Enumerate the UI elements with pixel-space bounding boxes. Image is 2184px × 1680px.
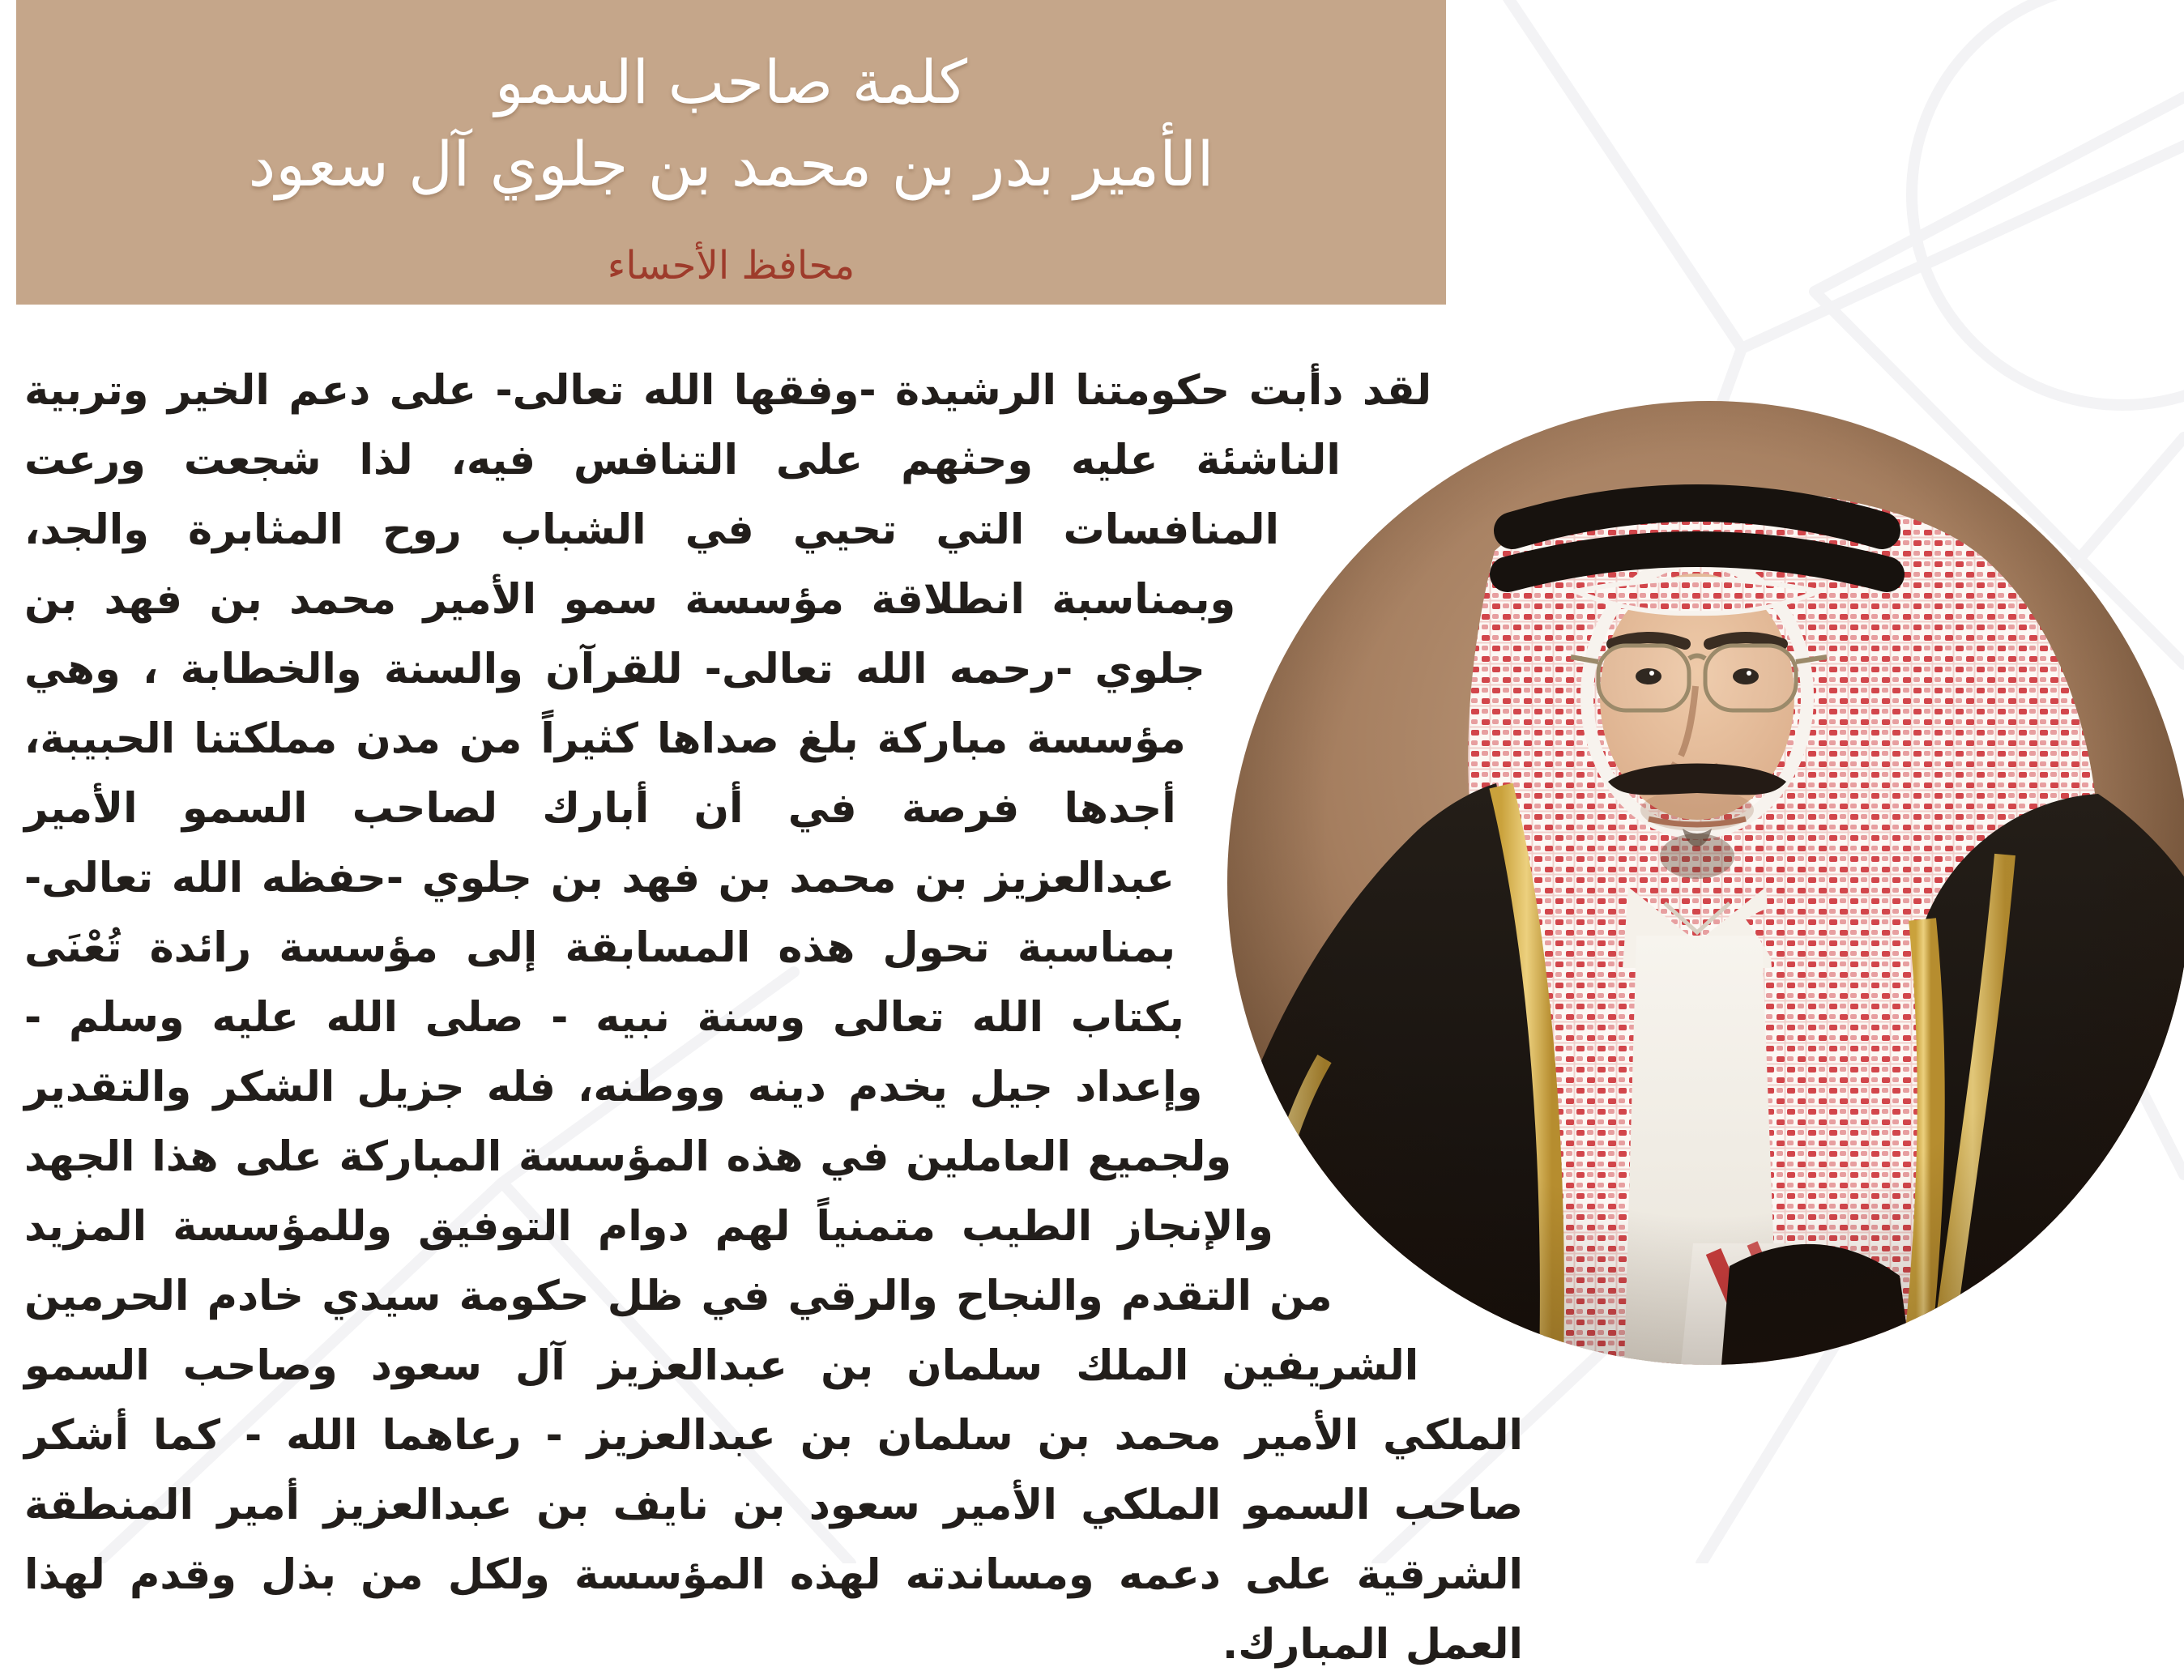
page-title-line2: الأمير بدر بن محمد بن جلوي آل سعود — [248, 128, 1214, 200]
page-title-line1: كلمة صاحب السمو — [494, 48, 968, 117]
article-text: لقد دأبت حكومتنا الرشيدة -وفقها الله تعالى- على دعم الخير وتربية الناشئة عليه وحثهم على التنافس فيه، لذا شجعت ورعت المنافسات التي تحيي في الشباب روح المثابرة والجد، وبمناسبة انطلاقة مؤسسة سمو الأمير محمد بن فهد بن جلوي -رحمه الله تعالى- للقرآن والسنة والخطابة ، وهي مؤسسة مباركة بلغ صداها كثيراً من مدن مملكتنا الحبيبة، أجدها فرصة في أن أبارك لصاحب السمو الأمير عبدالعزيز بن محمد بن فهد بن جلوي -حفظه الله تعالى- بمناسبة تحول هذه المسابقة إلى مؤسسة رائدة تُعْنَى بكتاب الله تعالى وسنة نبيه - صلى الله عليه وسلم - وإعداد جيل يخدم دينه ووطنه، فله جزيل الشكر والتقدير ولجميع العاملين في هذه المؤسسة المباركة على هذا الجهد والإنجاز الطيب متمنياً لهم دوام التوفيق وللمؤسسة المزيد من التقدم والنجاح والرقي في ظل حكومة سيدي خادم الحرمين الشريفين الملك سلمان بن عبدالعزيز آل سعود وصاحب السمو الملكي الأمير محمد بن سلمان بن عبدالعزيز - رعاهما الله - كما أشكر صاحب السمو الملكي الأمير سعود بن نايف بن عبدالعزيز أمير المنطقة الشرقية على دعمه ومساندته لهذه المؤسسة ولكل من بذل وقدم لهذا العمل المبارك. — [24, 367, 1523, 1669]
header-banner — [16, 0, 1446, 305]
article-body — [24, 356, 1523, 1680]
page-subtitle: محافظ الأحساء — [607, 243, 855, 288]
